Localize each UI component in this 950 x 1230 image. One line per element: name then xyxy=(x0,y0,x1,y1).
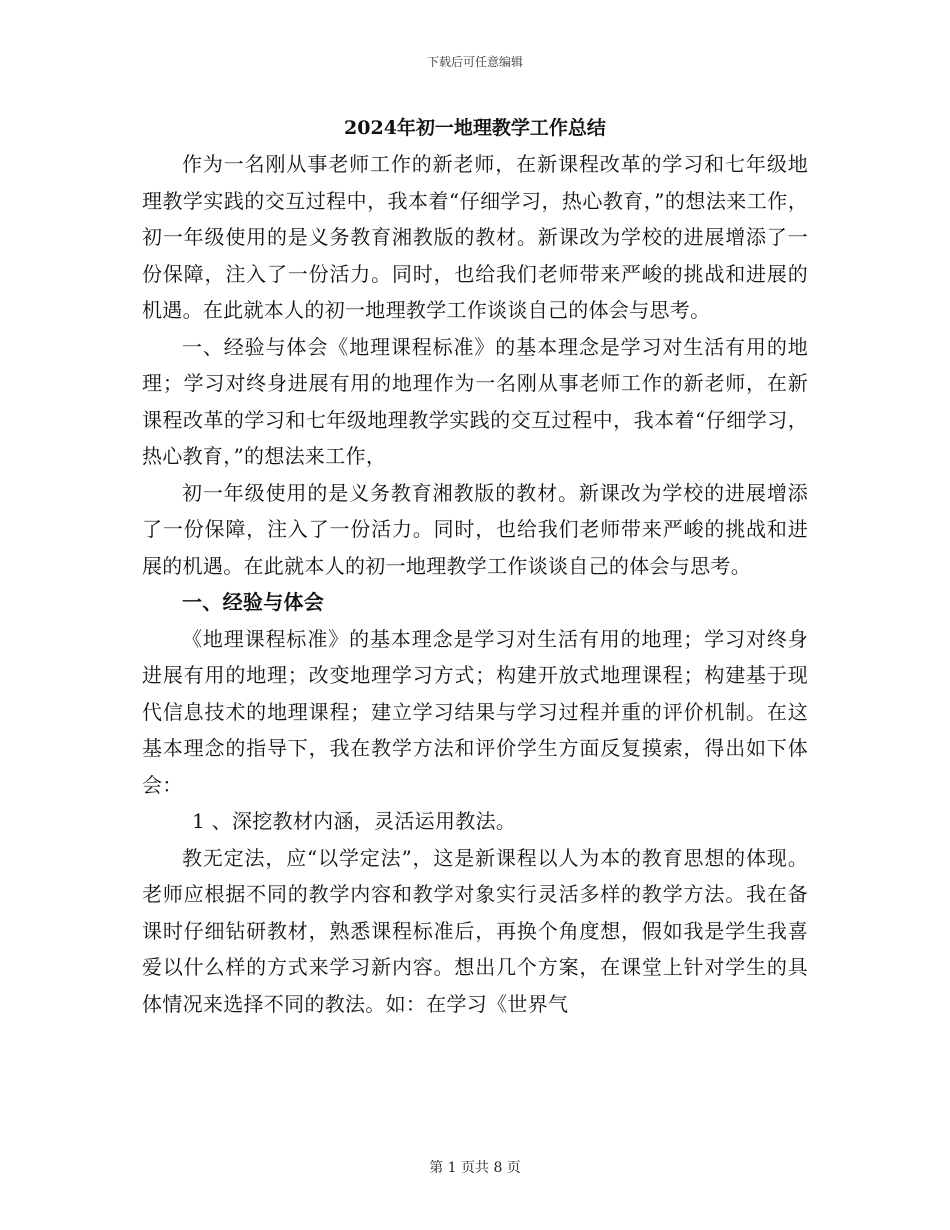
subheading-teaching-method: 1 、深挖教材内涵，灵活运用教法。 xyxy=(192,809,517,833)
paragraph-experience-summary: 一、经验与体会《地理课程标准》的基本理念是学习对生活有用的地理；学习对终身进展有用的地理作为一名刚从事老师工作的新老师，在新课程改革的学习和七年级地理教学实践的交互过程中，我本着“仔细学习，热心教育，”的想法来工作， xyxy=(142,334,808,468)
page-number-label: 第 1 页共 8 页 xyxy=(429,1160,521,1176)
paragraph-curriculum-standard: 《地理课程标准》的基本理念是学习对生活有用的地理；学习对终身进展有用的地理；改变地理学习方式；构建开放式地理课程；构建基于现代信息技术的地理课程；建立学习结果与学习过程并重的评价机制。在这基本理念的指导下，我在教学方法和评价学生方面反复摸索，得出如下体会： xyxy=(142,626,808,797)
paragraph-textbook: 初一年级使用的是义务教育湘教版的教材。新课改为学校的进展增添了一份保障，注入了一份活力。同时，也给我们老师带来严峻的挑战和进展的机遇。在此就本人的初一地理教学工作谈谈自己的体会与思考。 xyxy=(142,480,808,578)
paragraph-intro: 作为一名刚从事老师工作的新老师，在新课程改革的学习和七年级地理教学实践的交互过程中，我本着“仔细学习，热心教育，”的想法来工作，初一年级使用的是义务教育湘教版的教材。新课改为学校的进展增添了一份保障，注入了一份活力。同时，也给我们老师带来严峻的挑战和进展的机遇。在此就本人的初一地理教学工作谈谈自己的体会与思考。 xyxy=(142,152,808,322)
section-heading-experience: 一、经验与体会 xyxy=(182,590,325,614)
document-body xyxy=(142,146,808,1022)
page-header-note: 下载后可任意编辑 xyxy=(426,55,523,69)
paragraph-teaching-method: 教无定法，应“以学定法”，这是新课程以人为本的教育思想的体现。老师应根据不同的教学内容和教学对象实行灵活多样的教学方法。我在备课时仔细钻研教材，熟悉课程标准后，再换个角度想，假如我是学生我喜爱以什么样的方式来学习新内容。想出几个方案，在课堂上针对学生的具体情况来选择不同的教法。如：在学习《世界气 xyxy=(142,845,808,1016)
document-title: 2024年初一地理教学工作总结 xyxy=(344,117,606,139)
page-footer xyxy=(0,1157,950,1177)
